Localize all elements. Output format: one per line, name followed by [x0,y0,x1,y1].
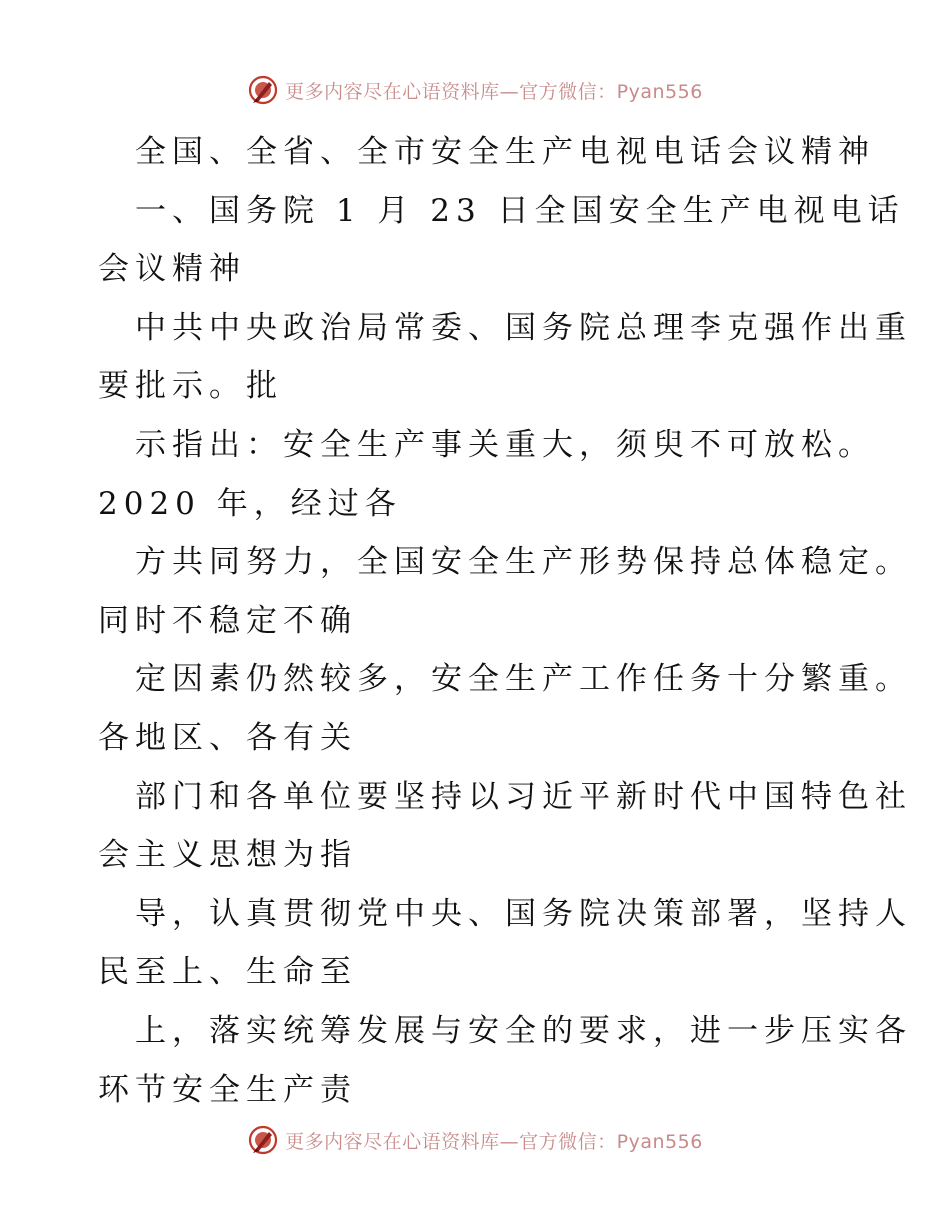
text-line: 同时不稳定不确 [98,602,357,639]
header-watermark [0,70,950,110]
text-line: 环节安全生产责 [98,1071,357,1108]
text-line: 一、国务院 1 月 23 日全国安全生产电视电话 [135,192,905,229]
pen-seal-icon [247,74,279,106]
text-line: 会议精神 [98,251,246,288]
text-line: 示指出：安全生产事关重大，须臾不可放松。 [135,426,875,463]
watermark-text: 更多内容尽在心语资料库—官方微信：Pyan556 [285,1130,703,1153]
text-line: 部门和各单位要坚持以习近平新时代中国特色社 [135,778,912,815]
text-line: 会主义思想为指 [98,837,357,874]
text-line: 民至上、生命至 [98,954,357,991]
footer-watermark [0,1120,950,1160]
text-line: 中共中央政治局常委、国务院总理李克强作出重 [135,309,912,346]
text-line: 要批示。批 [98,368,283,405]
text-line: 导，认真贯彻党中央、国务院决策部署，坚持人 [135,895,912,932]
document-body [98,123,912,1119]
text-line: 定因素仍然较多，安全生产工作任务十分繁重。 [135,661,912,698]
text-line: 全国、全省、全市安全生产电视电话会议精神 [135,134,875,170]
text-line: 2020 年，经过各 [98,485,402,522]
text-line: 上，落实统筹发展与安全的要求，进一步压实各 [135,1012,912,1049]
text-line: 方共同努力，全国安全生产形势保持总体稳定。 [135,544,912,581]
pen-seal-icon [247,1124,279,1156]
text-line: 各地区、各有关 [98,719,357,756]
watermark-text: 更多内容尽在心语资料库—官方微信：Pyan556 [285,80,703,103]
